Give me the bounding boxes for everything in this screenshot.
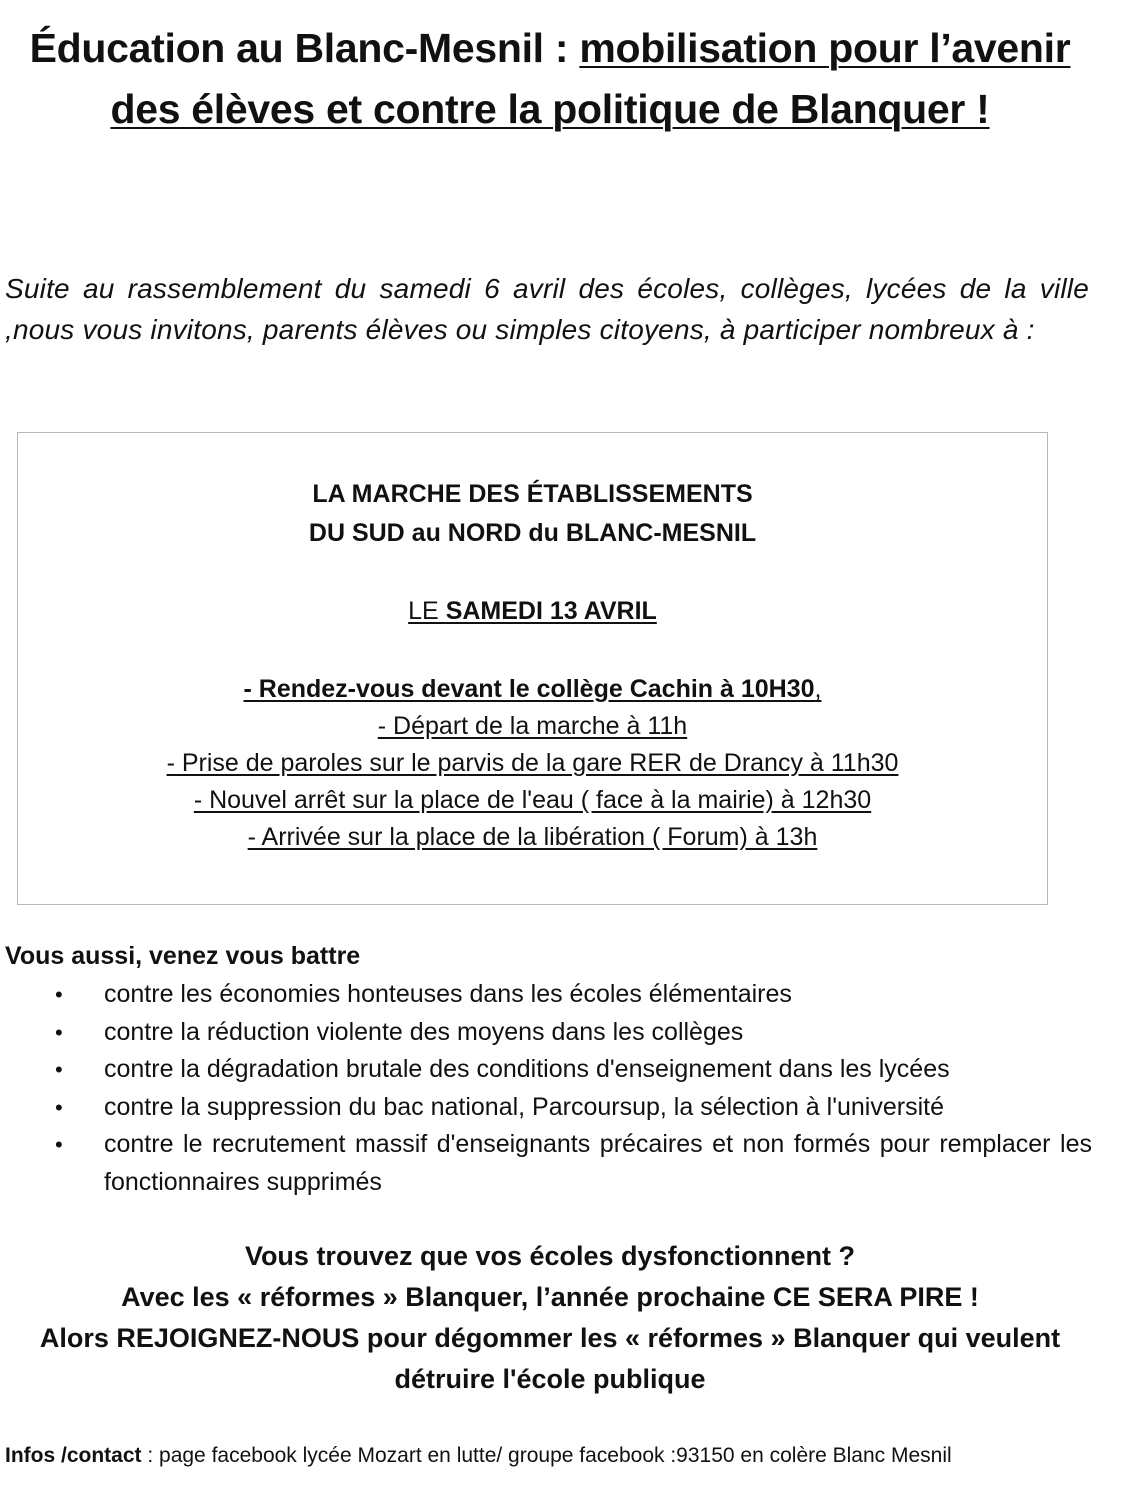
list-item-text: contre la suppression du bac national, Parcoursup, la sélection à l'université xyxy=(104,1092,944,1121)
list-item-text: contre les économies honteuses dans les écoles élémentaires xyxy=(104,980,792,1008)
bullet-icon: • xyxy=(55,1132,63,1157)
contact-info xyxy=(5,1440,952,1472)
bullet-icon: • xyxy=(55,982,63,1007)
closing-message xyxy=(0,1236,1100,1400)
event-date xyxy=(18,594,1047,628)
list-item-text: contre la réduction violente des moyens dans les collèges xyxy=(104,1017,744,1046)
title-prefix: Éducation au Blanc-Mesnil : xyxy=(29,25,580,71)
closing-line: Avec les « réformes » Blanquer, l’année prochaine CE SERA PIRE ! xyxy=(121,1282,979,1312)
list-item xyxy=(0,1014,1092,1052)
bullet-icon: • xyxy=(55,1019,63,1045)
title-underlined: mobilisation pour l’avenir des élèves et contre la politique de Blanquer ! xyxy=(110,25,1071,132)
schedule-item-suffix: , xyxy=(814,675,822,703)
closing-line: Vous trouvez que vos écoles dysfonctionnent ? xyxy=(244,1241,856,1271)
list-item xyxy=(0,1126,1092,1201)
schedule-item xyxy=(18,709,1047,743)
schedule-item-text: - Départ de la marche à 11h xyxy=(377,712,688,740)
list-item-text: contre le recrutement massif d'enseignants précaires et non formés pour remplacer les fonctionnaires supprimés xyxy=(104,1130,1092,1196)
intro-paragraph: Suite au rassemblement du samedi 6 avril des écoles, collèges, lycées de la ville ,nous vous invitons, parents élèves ou simples citoyens, à participer nombreux à : xyxy=(5,273,1089,345)
schedule-item xyxy=(18,783,1047,817)
list-item xyxy=(0,1051,1092,1089)
contact-label: Infos /contact xyxy=(5,1444,142,1467)
fight-heading: Vous aussi, venez vous battre xyxy=(5,942,361,970)
list-item xyxy=(0,1089,1092,1127)
contact-text: : page facebook lycée Mozart en lutte/ groupe facebook :93150 en colère Blanc Mesnil xyxy=(141,1444,952,1467)
schedule-item-text: - Rendez-vous devant le collège Cachin à 10H30 xyxy=(243,675,815,703)
event-date-prefix: LE xyxy=(408,597,446,625)
schedule-item-text: - Prise de paroles sur le parvis de la gare RER de Drancy à 11h30 xyxy=(166,749,899,777)
event-date-main: SAMEDI 13 AVRIL xyxy=(445,597,657,625)
event-heading-2: DU SUD au NORD du BLANC-MESNIL xyxy=(308,519,757,547)
schedule-item-text: - Nouvel arrêt sur la place de l'eau ( face à la mairie) à 12h30 xyxy=(193,786,872,814)
list-item xyxy=(0,976,1092,1014)
schedule-item xyxy=(18,746,1047,780)
closing-line: Alors REJOIGNEZ-NOUS pour dégommer les « réformes » Blanquer qui veulent détruire l'école publique xyxy=(39,1323,1061,1394)
bullet-icon: • xyxy=(55,1094,63,1120)
schedule-item xyxy=(18,820,1047,854)
page-title xyxy=(20,18,1080,140)
bullet-icon: • xyxy=(55,1057,63,1082)
event-heading-1: LA MARCHE DES ÉTABLISSEMENTS xyxy=(312,480,753,508)
list-item-text: contre la dégradation brutale des conditions d'enseignement dans les lycées xyxy=(104,1055,950,1083)
schedule-item xyxy=(18,672,1047,706)
event-box xyxy=(17,432,1048,905)
fight-list xyxy=(0,976,1100,1201)
schedule-item-text: - Arrivée sur la place de la libération ( Forum) à 13h xyxy=(247,823,818,851)
